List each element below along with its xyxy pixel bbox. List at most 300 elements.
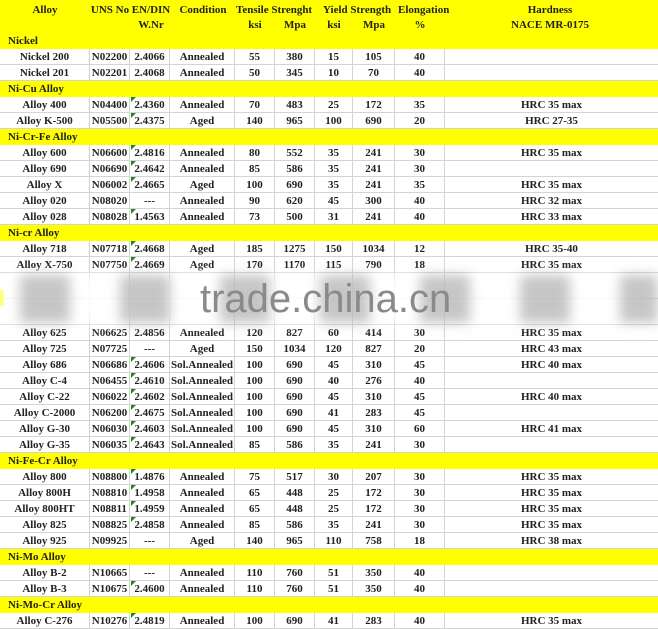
cell-tensile-ksi: 100 [235,389,275,404]
section-label: Ni-cr Alloy [8,227,60,239]
cell-en-din: 2.4610 [130,373,170,388]
cell-flag-icon [131,241,136,246]
cell-elongation: 30 [395,325,445,340]
cell-tensile-ksi: 65 [235,485,275,500]
cell-hardness: HRC 32 max [520,195,583,207]
cell-alloy: Alloy 028 [0,209,90,224]
cell-alloy: Alloy K-500 [0,113,90,128]
cell-tensile-ksi: 85 [235,437,275,452]
cell-condition: Annealed [170,161,235,176]
cell-alloy: Alloy 686 [0,357,90,372]
table-row [0,257,658,273]
cell-en-din: 2.4819 [130,613,170,628]
cell-flag-icon [131,145,136,150]
cell-uns: N06200 [90,405,130,420]
cell-yield-mpa: 241 [353,517,395,532]
cell-condition: Aged [170,533,235,548]
cell-hardness: HRC 41 max [520,423,583,435]
cell-en-din: 2.4606 [130,357,170,372]
cell-elongation: 40 [395,49,445,64]
cell-condition: Annealed [170,501,235,516]
cell-yield-mpa: 241 [353,161,395,176]
header-uns: UNS No [90,4,130,16]
cell-condition: Aged [170,341,235,356]
cell-yield-mpa: 827 [353,341,395,356]
cell-condition: Sol.Annealed [170,439,234,451]
table-row [0,373,658,389]
cell-hardness [445,373,658,388]
cell-yield-ksi: 51 [315,581,353,596]
cell-yield-ksi: 45 [315,193,353,208]
section-row [0,453,658,469]
cell-elongation: 40 [395,209,445,224]
cell-elongation: 30 [395,485,445,500]
cell-alloy: Alloy 625 [0,325,90,340]
cell-tensile-ksi: 70 [235,97,275,112]
table-row [0,533,658,549]
cell-yield-ksi: 35 [315,161,353,176]
cell-en-din: 2.4066 [130,49,170,64]
table-row [0,357,658,373]
cell-alloy: Alloy 020 [0,193,90,208]
cell-condition: Annealed [170,209,235,224]
section-row [0,33,658,49]
cell-yield-ksi: 41 [315,613,353,628]
cell-alloy: Alloy C-4 [0,373,90,388]
table-row [0,485,658,501]
cell-alloy: Alloy 800HT [0,501,90,516]
cell-uns: N08028 [90,209,130,224]
cell-alloy: Nickel 200 [0,49,90,64]
cell-condition: Annealed [170,65,235,80]
cell-tensile-mpa: 760 [275,581,315,596]
cell-hardness: HRC 35 max [520,147,583,159]
cell-tensile-mpa: 345 [275,65,315,80]
cell-yield-mpa: 690 [353,113,395,128]
cell-en-din: --- [130,533,170,548]
cell-tensile-mpa: 690 [275,177,315,192]
cell-elongation: 40 [395,193,445,208]
table-row [0,161,658,177]
cell-en-din: 2.4665 [130,177,170,192]
cell-elongation: 40 [395,65,445,80]
cell-flag-icon [131,613,136,618]
cell-yield-ksi: 25 [315,97,353,112]
cell-yield-mpa: 414 [353,325,395,340]
cell-flag-icon [131,405,136,410]
cell-flag-icon [131,97,136,102]
cell-elongation: 18 [395,257,445,272]
cell-uns: N08810 [90,485,130,500]
table-row [0,209,658,225]
cell-yield-mpa: 241 [353,437,395,452]
cell-yield-ksi: 41 [315,405,353,420]
cell-flag-icon [131,357,136,362]
cell-yield-ksi: 110 [315,533,353,548]
cell-tensile-ksi: 100 [235,177,275,192]
header-tensile-ksi: ksi [248,19,262,31]
cell-yield-mpa: 172 [353,501,395,516]
cell-tensile-mpa: 965 [275,113,315,128]
cell-yield-mpa: 241 [353,177,395,192]
table-row [0,325,658,341]
cell-yield-mpa: 241 [353,209,395,224]
cell-yield-mpa: 105 [353,49,395,64]
cell-uns: N07750 [90,257,130,272]
cell-yield-mpa: 172 [353,97,395,112]
cell-tensile-mpa: 552 [275,145,315,160]
cell-flag-icon [131,257,136,262]
table-row [0,581,658,597]
table-row [0,97,658,113]
table-row [0,113,658,129]
cell-uns: N02200 [90,49,130,64]
cell-elongation: 20 [395,341,445,356]
cell-en-din: 2.4816 [130,145,170,160]
cell-alloy: Alloy 925 [0,533,90,548]
cell-yield-ksi: 25 [315,501,353,516]
cell-en-din: 2.4375 [130,113,170,128]
section-row [0,129,658,145]
table-row [0,49,658,65]
cell-condition: Annealed [170,565,235,580]
cell-uns: N06002 [90,177,130,192]
cell-yield-ksi: 10 [315,65,353,80]
cell-hardness [445,405,658,420]
cell-hardness: HRC 35 max [520,327,583,339]
cell-tensile-mpa: 1034 [275,341,315,356]
cell-en-din: 2.4668 [130,241,170,256]
header-yield-ksi: ksi [327,19,341,31]
cell-tensile-ksi: 100 [235,373,275,388]
cell-en-din: 2.4856 [130,325,170,340]
cell-en-din: 1.4959 [130,501,170,516]
cell-elongation: 60 [395,421,445,436]
cell-elongation: 40 [395,373,445,388]
cell-uns: N10665 [90,565,130,580]
cell-flag-icon [131,209,136,214]
cell-flag-icon [131,113,136,118]
header-nace: NACE MR-0175 [511,19,589,31]
cell-condition: Annealed [170,581,235,596]
cell-alloy: Alloy X-750 [0,257,90,272]
cell-yield-ksi: 30 [315,469,353,484]
cell-hardness: HRC 35 max [520,259,583,271]
cell-alloy: Nickel 201 [0,65,90,80]
cell-flag-icon [131,177,136,182]
cell-elongation: 35 [395,97,445,112]
cell-yield-mpa: 310 [353,421,395,436]
cell-elongation: 20 [395,113,445,128]
cell-yield-mpa: 758 [353,533,395,548]
cell-yield-mpa: 350 [353,565,395,580]
header-yield: Yield Strength [323,4,392,16]
cell-tensile-mpa: 448 [275,485,315,500]
cell-tensile-mpa: 690 [275,373,315,388]
section-label: Ni-Cu Alloy [8,83,64,95]
cell-hardness: HRC 35 max [520,471,583,483]
cell-alloy: Alloy 725 [0,341,90,356]
header-yield-mpa: Mpa [363,19,385,31]
cell-en-din: 1.4563 [130,209,170,224]
cell-yield-ksi: 45 [315,357,353,372]
cell-hardness: HRC 35 max [520,503,583,515]
cell-flag-icon [131,469,136,474]
cell-uns: N06690 [90,161,130,176]
cell-yield-ksi: 35 [315,517,353,532]
cell-elongation: 30 [395,469,445,484]
cell-hardness: HRC 38 max [520,535,583,547]
cell-tensile-mpa: 620 [275,193,315,208]
cell-en-din: 2.4602 [130,389,170,404]
cell-en-din: 2.4858 [130,517,170,532]
cell-alloy: Alloy 600 [0,145,90,160]
cell-en-din: --- [130,565,170,580]
cell-flag-icon [131,437,136,442]
section-row [0,225,658,241]
section-label: Ni-Mo-Cr Alloy [8,599,83,611]
cell-uns: N08800 [90,469,130,484]
cell-yield-ksi: 35 [315,177,353,192]
cell-flag-icon [131,373,136,378]
cell-yield-ksi: 40 [315,373,353,388]
cell-elongation: 40 [395,565,445,580]
header-tensile-mpa: Mpa [284,19,306,31]
cell-uns: N06035 [90,437,130,452]
watermark: trade.china.cn [200,277,452,321]
cell-yield-mpa: 350 [353,581,395,596]
cell-uns: N06625 [90,325,130,340]
cell-en-din: --- [130,193,170,208]
cell-en-din: 2.4600 [130,581,170,596]
cell-tensile-ksi: 150 [235,341,275,356]
section-label: Ni-Mo Alloy [8,551,66,563]
table-row [0,613,658,629]
cell-elongation: 45 [395,357,445,372]
cell-elongation: 30 [395,501,445,516]
cell-en-din: 2.4675 [130,405,170,420]
cell-yield-mpa: 283 [353,405,395,420]
cell-condition: Sol.Annealed [170,375,234,387]
cell-tensile-mpa: 760 [275,565,315,580]
cell-alloy: Alloy 400 [0,97,90,112]
cell-yield-ksi: 25 [315,485,353,500]
cell-yield-ksi: 45 [315,389,353,404]
cell-uns: N08811 [90,501,130,516]
cell-uns: N10675 [90,581,130,596]
cell-yield-mpa: 207 [353,469,395,484]
cell-flag-icon [131,421,136,426]
cell-hardness [445,161,658,176]
cell-en-din: 1.4958 [130,485,170,500]
cell-elongation: 40 [395,613,445,628]
cell-hardness: HRC 40 max [520,391,583,403]
cell-en-din: 1.4876 [130,469,170,484]
cell-elongation: 18 [395,533,445,548]
cell-tensile-mpa: 380 [275,49,315,64]
cell-tensile-ksi: 140 [235,533,275,548]
table-row [0,565,658,581]
cell-tensile-ksi: 65 [235,501,275,516]
cell-hardness: HRC 43 max [520,343,583,355]
cell-tensile-ksi: 85 [235,517,275,532]
cell-alloy: Alloy X [0,177,90,192]
cell-condition: Aged [170,113,235,128]
table-row [0,469,658,485]
cell-condition: Annealed [170,49,235,64]
cell-en-din: --- [130,341,170,356]
cell-tensile-ksi: 185 [235,241,275,256]
cell-tensile-mpa: 690 [275,389,315,404]
cell-yield-mpa: 310 [353,357,395,372]
header-hardness: Hardness [527,4,573,16]
cell-yield-mpa: 241 [353,145,395,160]
cell-condition: Annealed [170,517,235,532]
cell-en-din: 2.4603 [130,421,170,436]
cell-elongation: 30 [395,145,445,160]
table-row [0,421,658,437]
cell-tensile-mpa: 586 [275,161,315,176]
table-row [0,241,658,257]
header-alloy: Alloy [32,4,58,16]
cell-uns: N07725 [90,341,130,356]
cell-tensile-mpa: 690 [275,357,315,372]
table-row [0,501,658,517]
cell-elongation: 30 [395,437,445,452]
cell-en-din: 2.4068 [130,65,170,80]
cell-hardness: HRC 35 max [520,615,583,627]
cell-alloy: Alloy 718 [0,241,90,256]
cell-alloy: Alloy C-2000 [0,405,90,420]
cell-elongation: 45 [395,389,445,404]
table-row [0,405,658,421]
cell-tensile-ksi: 170 [235,257,275,272]
cell-tensile-ksi: 80 [235,145,275,160]
table-row [0,193,658,209]
cell-tensile-ksi: 110 [235,581,275,596]
cell-condition: Annealed [170,145,235,160]
cell-tensile-ksi: 75 [235,469,275,484]
cell-condition: Sol.Annealed [170,407,234,419]
cell-tensile-mpa: 586 [275,437,315,452]
cell-yield-ksi: 45 [315,421,353,436]
cell-uns: N10276 [90,613,130,628]
table-row [0,65,658,81]
cell-alloy: Alloy B-3 [0,581,90,596]
cell-alloy: Alloy G-30 [0,421,90,436]
cell-en-din: 2.4642 [130,161,170,176]
cell-tensile-mpa: 500 [275,209,315,224]
cell-tensile-ksi: 85 [235,161,275,176]
cell-uns: N07718 [90,241,130,256]
cell-tensile-ksi: 90 [235,193,275,208]
cell-tensile-ksi: 140 [235,113,275,128]
cell-hardness: HRC 27-35 [525,115,578,127]
cell-tensile-ksi: 100 [235,405,275,420]
section-label: Ni-Fe-Cr Alloy [8,455,78,467]
cell-tensile-ksi: 120 [235,325,275,340]
cell-tensile-ksi: 110 [235,565,275,580]
section-label: Ni-Cr-Fe Alloy [8,131,78,143]
cell-tensile-ksi: 50 [235,65,275,80]
cell-hardness: HRC 33 max [520,211,583,223]
cell-hardness [445,65,658,80]
header-tensile: Tensile Strenght [236,4,313,16]
cell-tensile-mpa: 483 [275,97,315,112]
cell-hardness [445,565,658,580]
cell-uns: N06022 [90,389,130,404]
table-row [0,177,658,193]
cell-yield-mpa: 276 [353,373,395,388]
cell-elongation: 30 [395,517,445,532]
cell-tensile-ksi: 100 [235,613,275,628]
table-row [0,389,658,405]
cell-hardness [445,581,658,596]
cell-tensile-mpa: 690 [275,613,315,628]
cell-hardness: HRC 35-40 [525,243,578,255]
cell-hardness [445,437,658,452]
cell-elongation: 40 [395,581,445,596]
cell-condition: Aged [170,241,235,256]
cell-alloy: Alloy G-35 [0,437,90,452]
cell-yield-ksi: 100 [315,113,353,128]
cell-hardness: HRC 35 max [520,519,583,531]
cell-yield-ksi: 51 [315,565,353,580]
cell-flag-icon [131,161,136,166]
header-condition: Condition [179,4,227,16]
cell-yield-ksi: 35 [315,145,353,160]
cell-tensile-mpa: 517 [275,469,315,484]
cell-elongation: 35 [395,177,445,192]
cell-yield-mpa: 300 [353,193,395,208]
cell-uns: N06686 [90,357,130,372]
cell-alloy: Alloy 800 [0,469,90,484]
cell-tensile-mpa: 827 [275,325,315,340]
cell-flag-icon [131,517,136,522]
cell-uns: N06600 [90,145,130,160]
cell-yield-ksi: 150 [315,241,353,256]
cell-yield-mpa: 310 [353,389,395,404]
cell-tensile-ksi: 100 [235,357,275,372]
cell-alloy: Alloy C-22 [0,389,90,404]
header-elongation: Elongation [398,4,450,16]
section-row [0,549,658,565]
cell-alloy: Alloy 800H [0,485,90,500]
cell-elongation: 45 [395,405,445,420]
cell-tensile-ksi: 55 [235,49,275,64]
cell-tensile-ksi: 73 [235,209,275,224]
cell-tensile-mpa: 448 [275,501,315,516]
cell-condition: Annealed [170,469,235,484]
header-elongation-pct: % [414,19,426,31]
table-row [0,437,658,453]
cell-uns: N08825 [90,517,130,532]
cell-condition: Annealed [170,325,235,340]
table-row [0,341,658,357]
cell-hardness: HRC 35 max [520,99,583,111]
cell-uns: N02201 [90,65,130,80]
cell-alloy: Alloy C-276 [0,613,90,628]
cell-yield-mpa: 790 [353,257,395,272]
cell-condition: Annealed [170,613,235,628]
section-label: Nickel [8,35,38,47]
cell-condition: Sol.Annealed [170,359,234,371]
section-row [0,597,658,613]
cell-flag-icon [131,485,136,490]
cell-flag-icon [131,501,136,506]
cell-hardness: HRC 35 max [520,487,583,499]
cell-yield-mpa: 70 [353,65,395,80]
